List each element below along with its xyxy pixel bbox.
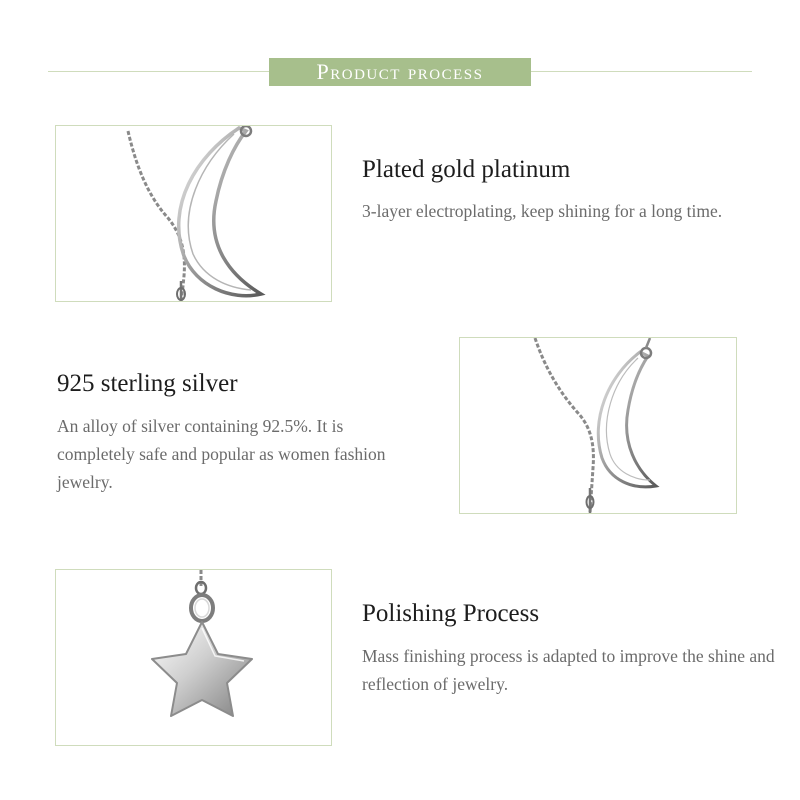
feature-title-sterling-silver: 925 sterling silver	[57, 370, 238, 397]
product-image-star-pendant	[55, 569, 332, 746]
product-image-moon-pendant	[459, 337, 737, 514]
moon-pendant-icon	[460, 338, 736, 513]
feature-description-polishing: Mass finishing process is adapted to improve the shine and reflection of jewelry.	[362, 646, 775, 694]
feature-description-sterling-silver: An alloy of silver containing 92.5%. It is completely safe and popular as women fashion jewelry.	[57, 416, 386, 492]
product-image-moon-closeup	[55, 125, 332, 302]
moon-pendant-icon	[56, 126, 331, 301]
feature-title-polishing: Polishing Process	[362, 600, 540, 627]
feature-title-plating: Plated gold platinum	[362, 156, 571, 183]
section-header-badge: Product process	[269, 58, 531, 86]
feature-description-plating: 3-layer electroplating, keep shining for a long time.	[362, 201, 723, 221]
star-pendant-icon	[56, 570, 331, 745]
